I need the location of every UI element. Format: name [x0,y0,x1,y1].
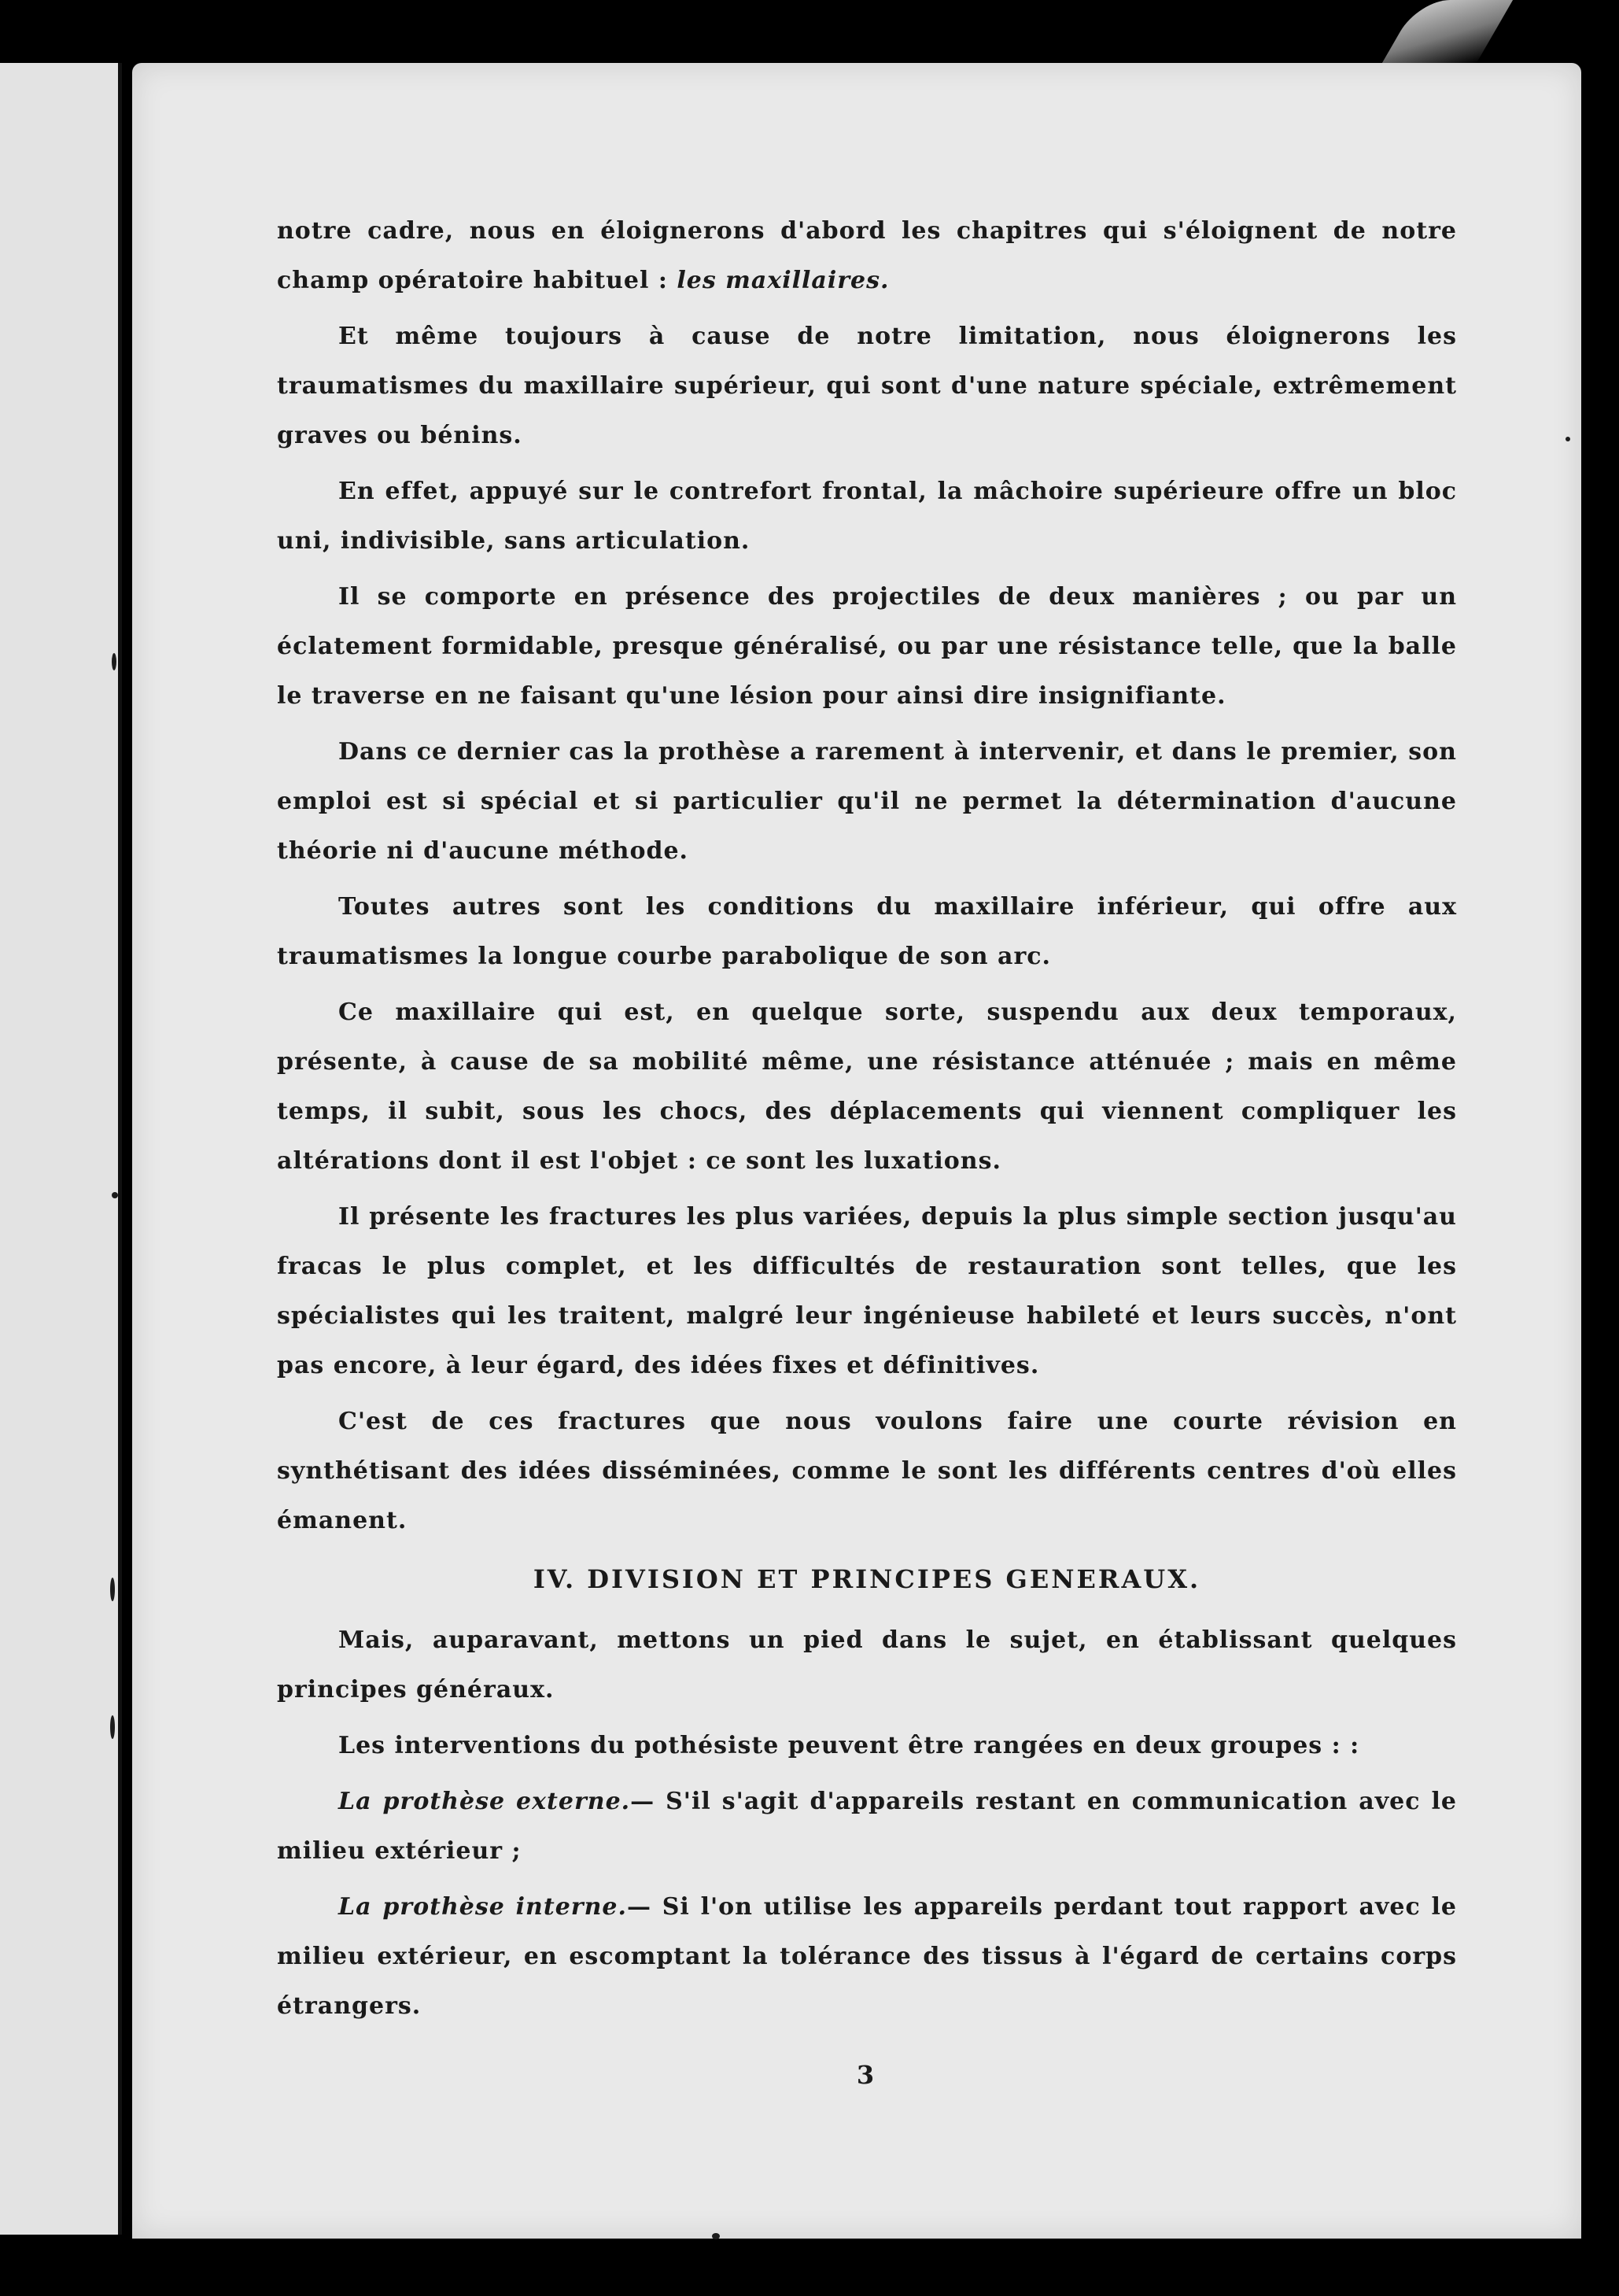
paragraph-10: Mais, auparavant, mettons un pied dans le sujet, en établissant quelques principes généraux. [277,1626,1457,1704]
page-corner-fold [1382,0,1513,63]
page-number: 3 [856,2060,875,2090]
page-text [277,206,1457,2037]
paragraph-1: notre cadre, nous en éloignerons d'abord les chapitres qui s'éloignent de notre champ opératoire habituel : les maxillaires. [277,217,1457,294]
previous-page-edge [0,63,122,2235]
paragraph-3: En effet, appuyé sur le contrefort frontal, la mâchoire supérieure offre un bloc uni, indivisible, sans articulation. [277,478,1457,555]
scan-speck [110,1715,115,1739]
paragraph-7: Ce maxillaire qui est, en quelque sorte, suspendu aux deux temporaux, présente, à cause de sa mobilité même, une résistance atténuée ; mais en même temps, il subit, sous les chocs, des déplacements qui viennent compliquer les altérations dont il est l'objet : ce sont les luxations. [277,999,1457,1175]
scan-speck [110,1578,115,1601]
paragraph-2: Et même toujours à cause de notre limitation, nous éloignerons les traumatismes du maxillaire supérieur, qui sont d'une nature spéciale, extrêmement graves ou bénins. [277,323,1457,449]
italic-term: La prothèse externe. [338,1788,631,1815]
scan-speck [112,653,116,670]
scan-speck [1566,437,1570,441]
paragraph-6: Toutes autres sont les conditions du maxillaire inférieur, qui offre aux traumatismes la longue courbe parabolique de son arc. [277,893,1457,970]
paragraph-12: La prothèse externe.— S'il s'agit d'appareils restant en communication avec le milieu extérieur ; [277,1788,1457,1865]
scan-speck [112,1192,118,1198]
section-heading: IV. DIVISION ET PRINCIPES GENERAUX. [533,1564,1201,1594]
italic-term: les maxillaires. [677,267,890,294]
italic-term: La prothèse interne. [338,1893,627,1921]
paragraph-13: La prothèse interne.— Si l'on utilise les appareils perdant tout rapport avec le milieu extérieur, en escomptant la tolérance des tissus à l'égard de certains corps étrangers. [277,1893,1458,2020]
scan-speck [712,2233,720,2239]
paragraph-9: C'est de ces fractures que nous voulons faire une courte révision en synthétisant des idées disséminées, comme le sont les différents centres d'où elles émanent. [277,1408,1457,1534]
paragraph-4: Il se comporte en présence des projectiles de deux manières ; ou par un éclatement formidable, presque généralisé, ou par une résistance telle, que la balle le traverse en ne faisant qu'une lésion pour ainsi dire insignifiante. [277,583,1457,710]
paragraph-8: Il présente les fractures les plus variées, depuis la plus simple section jusqu'au fracas le plus complet, et les difficultés de restauration sont telles, que les spécialistes qui les traitent, malgré leur ingénieuse habileté et leurs succès, n'ont pas encore, à leur égard, des idées fixes et définitives. [277,1203,1457,1379]
paragraph-5: Dans ce dernier cas la prothèse a rarement à intervenir, et dans le premier, son emploi est si spécial et si particulier qu'il ne permet la détermination d'aucune théorie ni d'aucune méthode. [277,738,1457,865]
paragraph-11: Les interventions du pothésiste peuvent être rangées en deux groupes : : [338,1732,1360,1759]
